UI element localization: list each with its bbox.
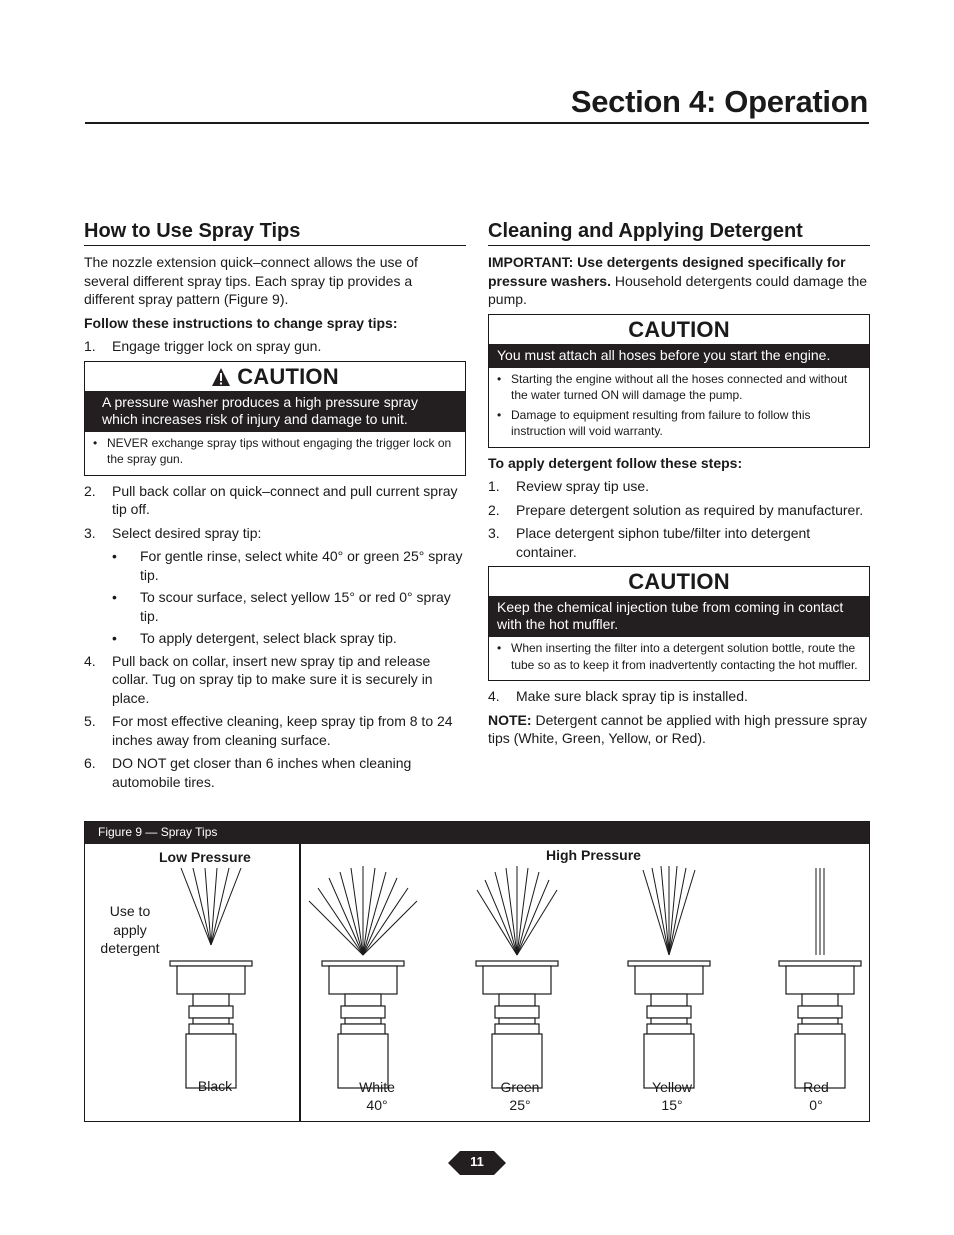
list-item: 3. Select desired spray tip: xyxy=(84,524,262,541)
white-spray-pattern xyxy=(309,866,417,955)
page-number: 11 xyxy=(470,1154,484,1169)
list-item: 2. Prepare detergent solution as required by manufacturer. xyxy=(488,501,864,518)
list-item: 5. For most effective cleaning, keep spray tip from 8 to 24 inches away from cleaning surface. xyxy=(84,713,453,748)
detergent-note: NOTE: Detergent cannot be applied with high pressure spray tips (White, Green, Yellow, or Red). xyxy=(488,711,867,746)
instructions-title: Follow these instructions to change spray tips: xyxy=(84,314,398,331)
tip-label-green: Green 25° xyxy=(500,1079,540,1113)
black-spray-pattern xyxy=(181,868,241,945)
caution-box-hoses xyxy=(488,314,870,448)
tip-label-yellow: Yellow 15° xyxy=(652,1079,692,1113)
green-spray-pattern xyxy=(477,866,557,955)
tip-label-black: Black xyxy=(197,1078,233,1094)
list-item: 2. Pull back collar on quick–connect and pull current spray tip off. xyxy=(84,482,458,517)
spray-tips-heading: How to Use Spray Tips xyxy=(84,220,466,246)
detergent-use-note: Use to apply detergent xyxy=(100,903,160,956)
list-item: 3. Place detergent siphon tube/filter into detergent container. xyxy=(488,525,811,560)
list-item: 4. Make sure black spray tip is installed. xyxy=(488,688,748,704)
sub-list-item: • To apply detergent, select black spray tip. xyxy=(112,630,397,646)
warning-icon xyxy=(211,367,231,387)
caution-message: A pressure washer produces a high pressure spray which increases risk of injury and damage to unit. xyxy=(85,391,465,432)
list-item: 4. Pull back on collar, insert new spray tip and release collar. Tug on spray tip to make sure it is securely in place. xyxy=(84,652,433,706)
low-pressure-label: Low Pressure xyxy=(159,849,251,865)
caution-heading: CAUTION xyxy=(85,362,465,391)
list-item: 6. DO NOT get closer than 6 inches when cleaning automobile tires. xyxy=(84,755,412,790)
yellow-nozzle xyxy=(628,961,710,1088)
caution-heading: CAUTION xyxy=(628,316,730,342)
tip-label-white: White 40° xyxy=(359,1079,395,1113)
red-nozzle xyxy=(779,961,861,1088)
caution-message: You must attach all hoses before you start the engine. xyxy=(489,344,869,368)
list-item: 1. Review spray tip use. xyxy=(488,478,650,494)
detergent-heading: Cleaning and Applying Detergent xyxy=(488,220,870,246)
red-spray-pattern xyxy=(816,868,824,955)
caution-box-muffler xyxy=(488,566,870,681)
caution-bullet: • Damage to equipment resulting from failure to follow this instruction will void warranty. xyxy=(497,407,811,438)
sub-list-item: • For gentle rinse, select white 40° or green 25° spray tip. xyxy=(112,548,463,583)
page-title: Section 4: Operation xyxy=(570,84,868,119)
caution-bullet: • When inserting the filter into a detergent solution bottle, route the tube so as to keep it from inadvertently contacting the hot muffler. xyxy=(497,641,858,672)
spray-tips-intro: The nozzle extension quick–connect allows the use of several different spray tips. Each spray tip provides a different spray pattern (Figure 9). xyxy=(84,254,418,307)
caution-message: Keep the chemical injection tube from coming in contact with the hot muffler. xyxy=(489,596,869,637)
yellow-spray-pattern xyxy=(643,866,695,955)
sub-list-item: • To scour surface, select yellow 15° or red 0° spray tip. xyxy=(112,589,451,624)
list-item: 1. Engage trigger lock on spray gun. xyxy=(84,338,322,354)
caution-bullet: • NEVER exchange spray tips without engaging the trigger lock on the spray gun. xyxy=(93,435,452,466)
left-column xyxy=(84,220,466,796)
high-pressure-label: High Pressure xyxy=(546,847,641,863)
caution-box-spray xyxy=(84,361,466,476)
caution-bullet: • Starting the engine without all the hoses connected and without the water turned ON will damage the pump. xyxy=(497,371,848,402)
white-nozzle xyxy=(322,961,404,1088)
black-nozzle xyxy=(170,961,252,1088)
right-column xyxy=(488,220,870,753)
caution-heading: CAUTION xyxy=(628,569,730,594)
tip-label-red: Red 0° xyxy=(803,1079,829,1113)
green-nozzle xyxy=(476,961,558,1088)
detergent-steps-title: To apply detergent follow these steps: xyxy=(488,454,743,471)
spray-tips-figure xyxy=(84,821,870,1122)
figure-caption: Figure 9 — Spray Tips xyxy=(85,822,869,844)
title-rule xyxy=(85,122,869,124)
important-note: IMPORTANT: Use detergents designed specifically for pressure washers. Household detergents could damage the pump. xyxy=(488,254,868,307)
